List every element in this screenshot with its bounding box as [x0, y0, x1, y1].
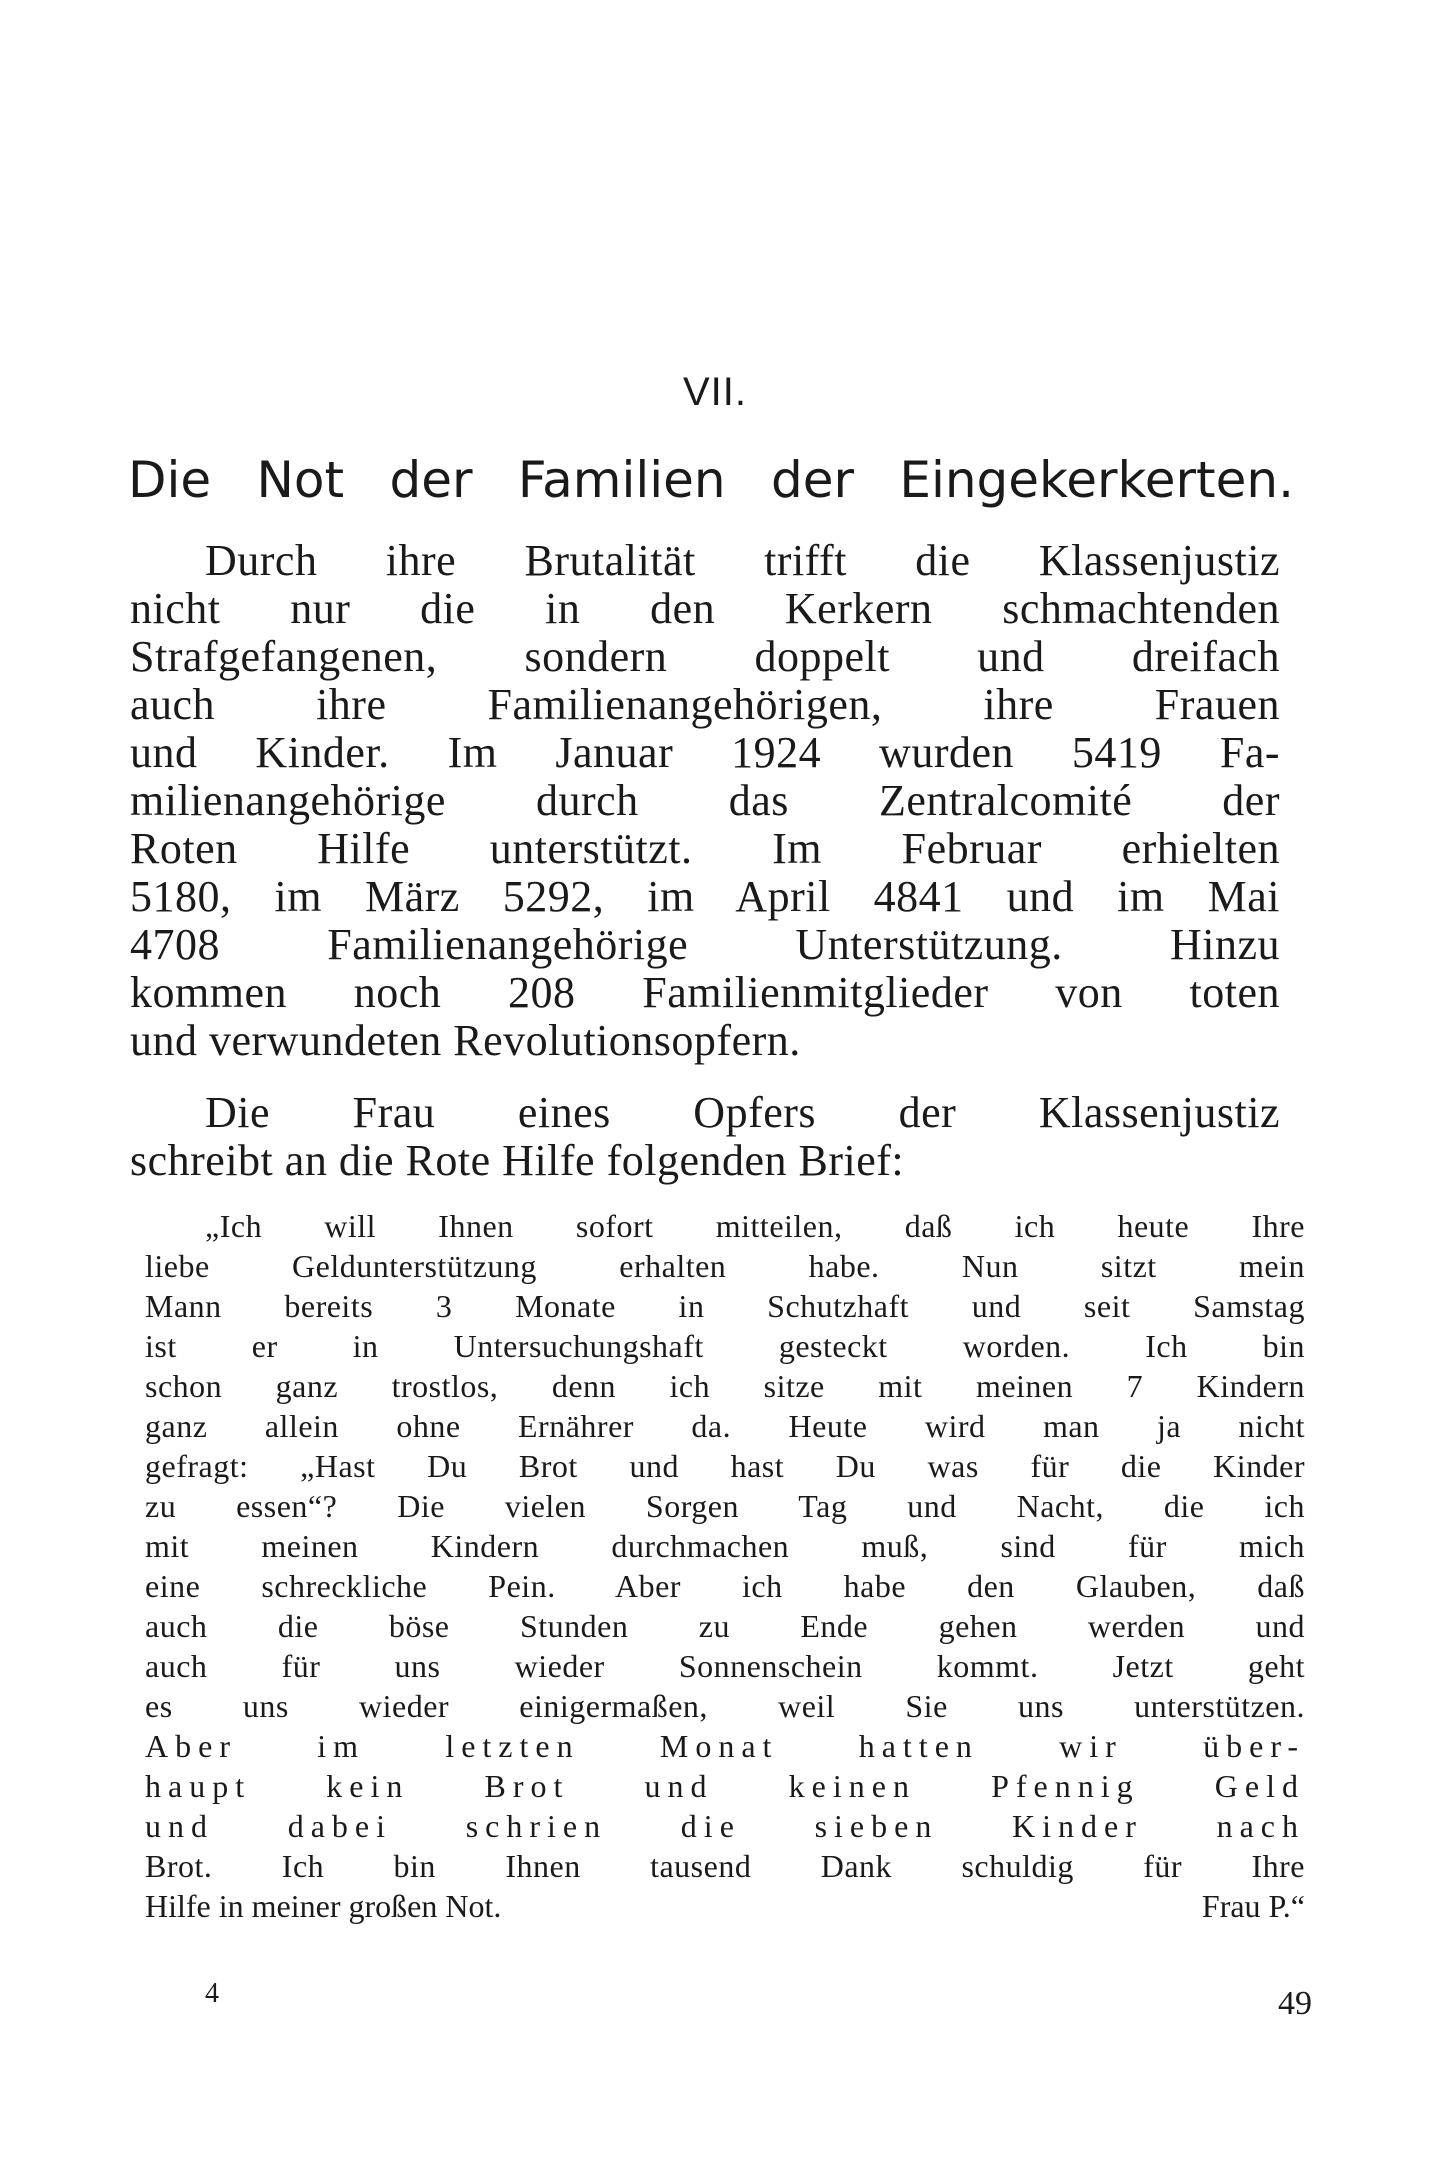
letter-line-emphasized: und dabei schrien die sieben Kinder nach [145, 1808, 1305, 1844]
paragraph-line: 4708 Familienangehörige Unterstützung. Hinzu [130, 920, 1280, 969]
letter-line: ganz allein ohne Ernährer da. Heute wird man ja nicht [145, 1408, 1305, 1444]
letter-line-emphasized: haupt kein Brot und keinen Pfennig Geld [145, 1768, 1305, 1804]
chapter-title: Die Not der Familien der Eingekerkerten. [128, 451, 1294, 509]
letter-line: ist er in Untersuchungshaft gesteckt worden. Ich bin [145, 1328, 1305, 1364]
paragraph-line: milienangehörige durch das Zentralcomité der [130, 776, 1280, 825]
paragraph-line: Die Frau eines Opfers der Klassenjustiz [205, 1088, 1280, 1137]
letter-closing-text: Hilfe in meiner großen Not. [145, 1888, 502, 1924]
paragraph-line: schreibt an die Rote Hilfe folgenden Brief: [130, 1136, 905, 1185]
letter-signature: Frau P.“ [1201, 1888, 1305, 1924]
chapter-number: VII. [682, 370, 748, 414]
letter-line: es uns wieder einigermaßen, weil Sie uns unterstützen. [145, 1688, 1305, 1724]
paragraph-line: und Kinder. Im Januar 1924 wurden 5419 Fa- [130, 728, 1280, 777]
letter-line: mit meinen Kindern durchmachen muß, sind für mich [145, 1528, 1305, 1564]
letter-line: auch für uns wieder Sonnenschein kommt. Jetzt geht [145, 1648, 1305, 1684]
letter-line: gefragt: „Hast Du Brot und hast Du was für die Kinder [145, 1448, 1305, 1484]
paragraph-line: Durch ihre Brutalität trifft die Klassenjustiz [205, 536, 1280, 585]
paragraph-line: kommen noch 208 Familienmitglieder von toten [130, 968, 1280, 1017]
page-number: 49 [1278, 1985, 1312, 2022]
paragraph-line: auch ihre Familienangehörigen, ihre Frauen [130, 680, 1280, 729]
letter-line: auch die böse Stunden zu Ende gehen werden und [145, 1608, 1305, 1644]
paragraph-line: nicht nur die in den Kerkern schmachtenden [130, 584, 1280, 633]
letter-line: Brot. Ich bin Ihnen tausend Dank schuldig für Ihre [145, 1848, 1305, 1884]
letter-line: zu essen“? Die vielen Sorgen Tag und Nacht, die ich [145, 1488, 1305, 1524]
letter-line-emphasized: Aber im letzten Monat hatten wir über- [145, 1728, 1305, 1764]
signature-mark: 4 [205, 1978, 219, 2009]
letter-line: eine schreckliche Pein. Aber ich habe den Glauben, daß [145, 1568, 1305, 1604]
paragraph-line: und verwundeten Revolutionsopfern. [130, 1016, 801, 1065]
paragraph-line: 5180, im März 5292, im April 4841 und im Mai [130, 872, 1280, 921]
paragraph-line: Roten Hilfe unterstützt. Im Februar erhielten [130, 824, 1280, 873]
letter-line: liebe Geldunterstützung erhalten habe. Nun sitzt mein [145, 1248, 1305, 1284]
paragraph-line: Strafgefangenen, sondern doppelt und dreifach [130, 632, 1280, 681]
letter-line: Mann bereits 3 Monate in Schutzhaft und seit Samstag [145, 1288, 1305, 1324]
letter-line: „Ich will Ihnen sofort mitteilen, daß ich heute Ihre [205, 1208, 1305, 1244]
letter-line: schon ganz trostlos, denn ich sitze mit meinen 7 Kindern [145, 1368, 1305, 1404]
